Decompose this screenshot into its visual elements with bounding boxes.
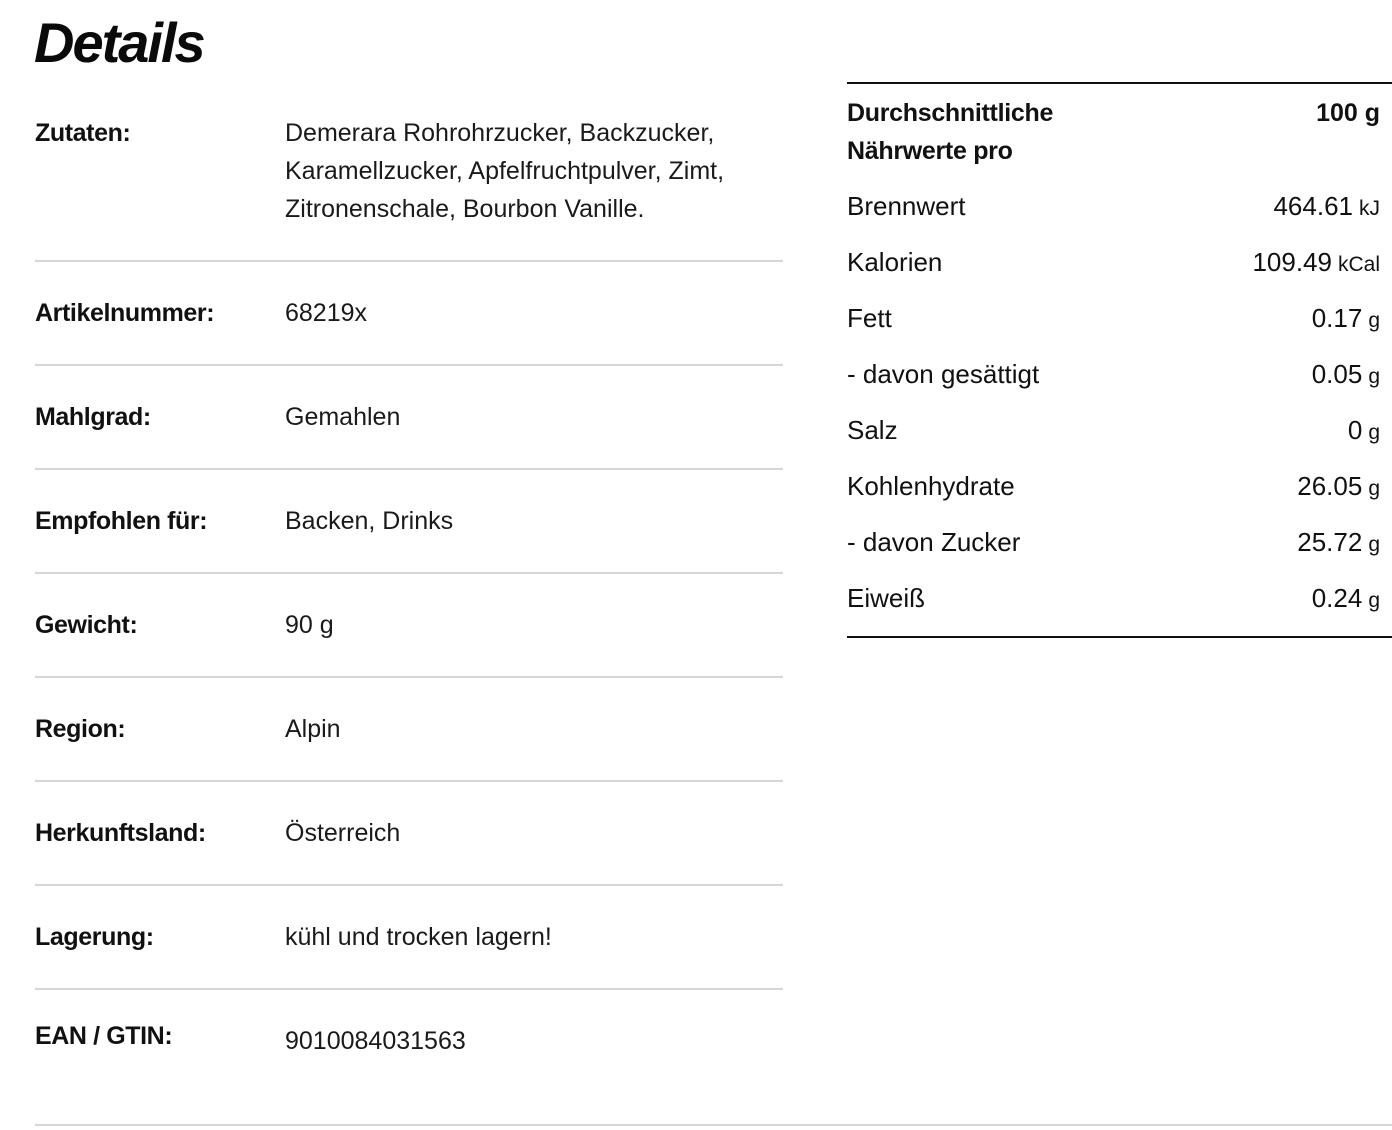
nutrient-name: Kohlenhydrate [847,470,1015,501]
nutrition-row-fat [847,290,1392,346]
detail-label: Herkunftsland: [35,819,206,847]
nutrient-value: 109.49 [1252,246,1332,277]
nutrient-value: 0 [1347,414,1363,445]
nutrient-name: Brennwert [847,190,966,221]
nutrient-name: - davon Zucker [847,526,1021,557]
details-list [35,104,783,1126]
nutrition-row-salt [847,402,1392,458]
detail-row-region [35,678,783,782]
detail-label: Gewicht: [35,611,138,639]
nutrient-unit: kJ [1359,196,1380,220]
nutrient-name: Eiweiß [847,582,926,613]
detail-value: 90 g [285,611,334,639]
nutrient-amount [1273,191,1380,222]
nutrient-amount [1312,303,1380,334]
nutrient-name: Salz [847,414,898,445]
nutrient-value: 0.24 [1311,582,1363,613]
nutrient-amount [1297,471,1380,502]
nutrient-unit: g [1368,364,1380,388]
detail-row-ingredients [35,104,783,262]
detail-row-storage [35,886,783,990]
nutrient-unit: g [1368,308,1380,332]
nutrient-value: 464.61 [1273,190,1353,221]
detail-value: Alpin [285,715,341,743]
detail-label: Region: [35,715,126,743]
detail-value: kühl und trocken lagern! [285,923,552,951]
detail-value: Backen, Drinks [285,507,454,535]
nutrient-name: Kalorien [847,246,943,277]
nutrient-unit: g [1368,420,1380,444]
detail-row-grind [35,366,783,470]
detail-row-recommended [35,470,783,574]
detail-value: Gemahlen [285,403,401,431]
detail-label: EAN / GTIN: [35,1022,173,1050]
nutrient-unit: g [1368,588,1380,612]
detail-value: Demerara Rohrohrzucker, Backzucker, Karamellzucker, Apfelfruchtpulver, Zimt, Zitronenschale, Bourbon Vanille. [285,119,725,223]
nutrition-header-label: Durchschnittliche Nährwerte pro [847,99,1054,165]
nutrient-value: 0.17 [1311,302,1363,333]
detail-label: Mahlgrad: [35,403,151,431]
detail-label: Lagerung: [35,923,154,951]
nutrition-row-calories [847,234,1392,290]
detail-label: Zutaten: [35,119,131,147]
nutrition-table [847,82,1392,638]
detail-row-article-number [35,262,783,366]
detail-row-country [35,782,783,886]
detail-row-weight [35,574,783,678]
nutrition-row-carbohydrates [847,458,1392,514]
nutrition-row-energy [847,178,1392,234]
nutrient-name: - davon gesättigt [847,358,1040,389]
nutrient-amount [1297,527,1380,558]
nutrient-name: Fett [847,302,892,333]
nutrition-row-sugar [847,514,1392,570]
detail-label: Artikelnummer: [35,299,215,327]
page-title: Details [34,11,204,74]
nutrient-amount [1312,583,1380,614]
nutrient-amount [1312,359,1380,390]
detail-value: 9010084031563 [285,1027,466,1055]
nutrition-row-protein [847,570,1392,626]
bottom-divider [35,1124,1392,1126]
nutrient-value: 25.72 [1297,526,1363,557]
nutrient-amount [1252,247,1380,278]
nutrient-amount [1348,415,1380,446]
detail-row-ean [35,990,783,1126]
nutrition-row-saturated-fat [847,346,1392,402]
nutrition-header-value: 100 g [1316,99,1380,127]
nutrient-value: 0.05 [1311,358,1363,389]
nutrition-header [847,84,1392,178]
nutrient-unit: g [1368,476,1380,500]
detail-label: Empfohlen für: [35,507,208,535]
nutrient-unit: kCal [1337,252,1380,276]
nutrient-unit: g [1368,532,1380,556]
nutrient-value: 26.05 [1297,470,1363,501]
detail-value: 68219x [285,299,368,327]
detail-value: Österreich [285,819,401,847]
